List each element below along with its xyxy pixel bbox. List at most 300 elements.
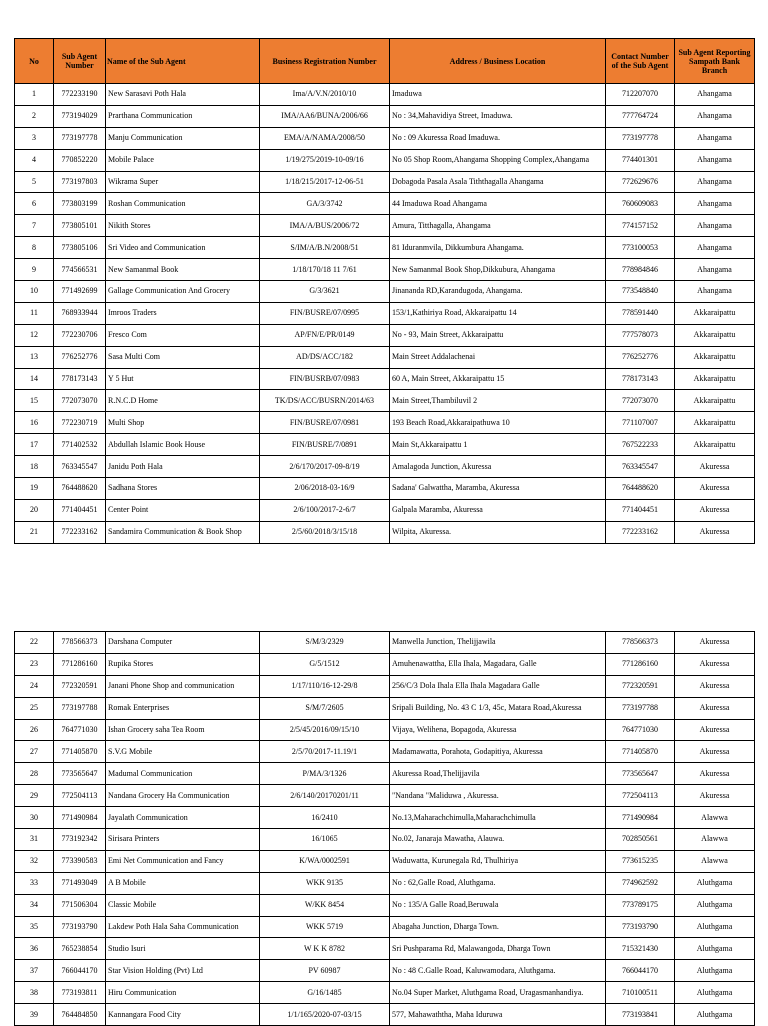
cell-agent-number: 772230706 bbox=[54, 324, 106, 346]
cell-agent-number: 771506304 bbox=[54, 894, 106, 916]
cell-address: 153/1,Kathiriya Road, Akkaraipattu 14 bbox=[390, 302, 606, 324]
cell-business-registration-number: P/MA/3/1326 bbox=[260, 763, 390, 785]
cell-agent-number: 778566373 bbox=[54, 632, 106, 654]
cell-contact-number: 766044170 bbox=[606, 960, 675, 982]
cell-agent-number: 773565647 bbox=[54, 763, 106, 785]
cell-contact-number: 771404451 bbox=[606, 499, 675, 521]
cell-reporting-branch: Ahangama bbox=[675, 84, 755, 106]
cell-no: 14 bbox=[15, 368, 54, 390]
table-row bbox=[15, 521, 755, 543]
cell-address: No.13,Maharachchimulla,Maharachchimulla bbox=[390, 807, 606, 829]
table-row bbox=[15, 719, 755, 741]
cell-no: 21 bbox=[15, 521, 54, 543]
header-contact-number: Contact Number of the Sub Agent bbox=[606, 39, 675, 84]
cell-address: No : 09 Akuressa Road Imaduwa. bbox=[390, 127, 606, 149]
table-row bbox=[15, 434, 755, 456]
table-row bbox=[15, 1004, 755, 1026]
cell-agent-number: 772073070 bbox=[54, 390, 106, 412]
cell-reporting-branch: Ahangama bbox=[675, 259, 755, 281]
cell-reporting-branch: Akkaraipattu bbox=[675, 302, 755, 324]
cell-address: No : 34,Mahavidiya Street, Imaduwa. bbox=[390, 105, 606, 127]
cell-agent-name: Janidu Poth Hala bbox=[106, 456, 260, 478]
cell-agent-name: A B Mobile bbox=[106, 872, 260, 894]
cell-contact-number: 778566373 bbox=[606, 632, 675, 654]
cell-business-registration-number: S/IM/A/B.N/2008/51 bbox=[260, 237, 390, 259]
cell-reporting-branch: Ahangama bbox=[675, 237, 755, 259]
cell-agent-number: 776252776 bbox=[54, 346, 106, 368]
cell-reporting-branch: Akkaraipattu bbox=[675, 368, 755, 390]
cell-contact-number: 767522233 bbox=[606, 434, 675, 456]
cell-agent-number: 771492699 bbox=[54, 281, 106, 303]
cell-address: Amuhenawattha, Ella Ihala, Magadara, Galle bbox=[390, 653, 606, 675]
cell-agent-number: 773197778 bbox=[54, 127, 106, 149]
cell-address: Main Street Addalachenai bbox=[390, 346, 606, 368]
table-body bbox=[15, 84, 755, 544]
cell-agent-name: Sandamira Communication & Book Shop bbox=[106, 521, 260, 543]
cell-address: 81 Iduranmvila, Dikkumbura Ahangama. bbox=[390, 237, 606, 259]
cell-contact-number: 778591440 bbox=[606, 302, 675, 324]
table-row bbox=[15, 324, 755, 346]
cell-no: 3 bbox=[15, 127, 54, 149]
table-row bbox=[15, 259, 755, 281]
cell-agent-number: 771493049 bbox=[54, 872, 106, 894]
cell-no: 20 bbox=[15, 499, 54, 521]
cell-reporting-branch: Akkaraipattu bbox=[675, 346, 755, 368]
cell-reporting-branch: Ahangama bbox=[675, 281, 755, 303]
cell-agent-number: 771286160 bbox=[54, 653, 106, 675]
cell-agent-number: 772233162 bbox=[54, 521, 106, 543]
cell-agent-name: Rupika Stores bbox=[106, 653, 260, 675]
cell-reporting-branch: Ahangama bbox=[675, 127, 755, 149]
cell-agent-name: Jayalath Communication bbox=[106, 807, 260, 829]
cell-address: Main Street,Thambiluvil 2 bbox=[390, 390, 606, 412]
cell-address: 256/C/3 Dola Ihala Ella Ihala Magadara Galle bbox=[390, 675, 606, 697]
table-row bbox=[15, 632, 755, 654]
cell-contact-number: 773193841 bbox=[606, 1004, 675, 1026]
cell-address: No : 48 C.Galle Road, Kaluwamodara, Aluthgama. bbox=[390, 960, 606, 982]
cell-agent-name: Manju Communication bbox=[106, 127, 260, 149]
cell-reporting-branch: Akuressa bbox=[675, 632, 755, 654]
cell-agent-name: Mobile Palace bbox=[106, 149, 260, 171]
cell-address: Dobagoda Pasala Asala Tiththagalla Ahangama bbox=[390, 171, 606, 193]
cell-contact-number: 773197788 bbox=[606, 697, 675, 719]
cell-contact-number: 773548840 bbox=[606, 281, 675, 303]
cell-address: Vijaya, Welihena, Bopagoda, Akuressa bbox=[390, 719, 606, 741]
table-row bbox=[15, 829, 755, 851]
cell-address: No.04 Super Market, Aluthgama Road, Uragasmanhandiya. bbox=[390, 982, 606, 1004]
cell-no: 19 bbox=[15, 478, 54, 500]
cell-address: No : 62,Galle Road, Aluthgama. bbox=[390, 872, 606, 894]
cell-contact-number: 710100511 bbox=[606, 982, 675, 1004]
sub-agent-table-2 bbox=[14, 631, 755, 1026]
table-row bbox=[15, 149, 755, 171]
cell-contact-number: 760609083 bbox=[606, 193, 675, 215]
cell-no: 5 bbox=[15, 171, 54, 193]
cell-business-registration-number: 1/1/165/2020-07-03/15 bbox=[260, 1004, 390, 1026]
cell-no: 11 bbox=[15, 302, 54, 324]
cell-contact-number: 774962592 bbox=[606, 872, 675, 894]
cell-no: 7 bbox=[15, 215, 54, 237]
cell-agent-number: 765238854 bbox=[54, 938, 106, 960]
table-body bbox=[15, 632, 755, 1026]
cell-agent-name: New Samanmal Book bbox=[106, 259, 260, 281]
cell-agent-number: 778173143 bbox=[54, 368, 106, 390]
cell-business-registration-number: AD/DS/ACC/182 bbox=[260, 346, 390, 368]
cell-agent-number: 771404451 bbox=[54, 499, 106, 521]
cell-no: 37 bbox=[15, 960, 54, 982]
cell-reporting-branch: Ahangama bbox=[675, 193, 755, 215]
cell-contact-number: 763345547 bbox=[606, 456, 675, 478]
table-row bbox=[15, 653, 755, 675]
cell-reporting-branch: Alawwa bbox=[675, 850, 755, 872]
cell-business-registration-number: 16/1065 bbox=[260, 829, 390, 851]
table-row bbox=[15, 894, 755, 916]
cell-no: 13 bbox=[15, 346, 54, 368]
cell-contact-number: 772233162 bbox=[606, 521, 675, 543]
cell-contact-number: 773615235 bbox=[606, 850, 675, 872]
cell-reporting-branch: Akkaraipattu bbox=[675, 390, 755, 412]
cell-contact-number: 772504113 bbox=[606, 785, 675, 807]
cell-address: Imaduwa bbox=[390, 84, 606, 106]
cell-address: No.02, Janaraja Mawatha, Alauwa. bbox=[390, 829, 606, 851]
cell-no: 34 bbox=[15, 894, 54, 916]
cell-no: 36 bbox=[15, 938, 54, 960]
cell-reporting-branch: Akuressa bbox=[675, 719, 755, 741]
table-row bbox=[15, 302, 755, 324]
cell-agent-name: Gallage Communication And Grocery bbox=[106, 281, 260, 303]
cell-business-registration-number: W K K 8782 bbox=[260, 938, 390, 960]
cell-agent-name: Emi Net Communication and Fancy bbox=[106, 850, 260, 872]
cell-address: Sadana' Galwattha, Maramba, Akuressa bbox=[390, 478, 606, 500]
cell-contact-number: 764771030 bbox=[606, 719, 675, 741]
cell-agent-name: Imroos Traders bbox=[106, 302, 260, 324]
cell-reporting-branch: Akuressa bbox=[675, 499, 755, 521]
cell-agent-name: Wikrama Super bbox=[106, 171, 260, 193]
cell-business-registration-number: WKK 5719 bbox=[260, 916, 390, 938]
cell-agent-name: Hiru Communication bbox=[106, 982, 260, 1004]
cell-business-registration-number: G/3/3621 bbox=[260, 281, 390, 303]
cell-contact-number: 778173143 bbox=[606, 368, 675, 390]
cell-agent-name: Center Point bbox=[106, 499, 260, 521]
cell-agent-name: Sasa Multi Com bbox=[106, 346, 260, 368]
header-row bbox=[15, 39, 755, 84]
cell-contact-number: 764488620 bbox=[606, 478, 675, 500]
cell-no: 1 bbox=[15, 84, 54, 106]
cell-address: 44 Imaduwa Road Ahangama bbox=[390, 193, 606, 215]
cell-business-registration-number: S/M/7/2605 bbox=[260, 697, 390, 719]
cell-contact-number: 715321430 bbox=[606, 938, 675, 960]
cell-agent-number: 763345547 bbox=[54, 456, 106, 478]
cell-agent-number: 772320591 bbox=[54, 675, 106, 697]
table-row bbox=[15, 412, 755, 434]
table-row bbox=[15, 281, 755, 303]
cell-reporting-branch: Akuressa bbox=[675, 653, 755, 675]
cell-business-registration-number: G/5/1512 bbox=[260, 653, 390, 675]
table-row bbox=[15, 171, 755, 193]
header-address: Address / Business Location bbox=[390, 39, 606, 84]
cell-address: Sripali Building, No. 43 C 1/3, 45c, Matara Road,Akuressa bbox=[390, 697, 606, 719]
cell-business-registration-number: EMA/A/NAMA/2008/50 bbox=[260, 127, 390, 149]
cell-business-registration-number: FIN/BUSRE/7/0891 bbox=[260, 434, 390, 456]
cell-agent-name: Nikith Stores bbox=[106, 215, 260, 237]
cell-agent-number: 773194029 bbox=[54, 105, 106, 127]
cell-reporting-branch: Alawwa bbox=[675, 829, 755, 851]
table-row bbox=[15, 960, 755, 982]
cell-reporting-branch: Aluthgama bbox=[675, 872, 755, 894]
cell-agent-number: 764484850 bbox=[54, 1004, 106, 1026]
table-row bbox=[15, 916, 755, 938]
cell-agent-name: Nandana Grocery Ha Communication bbox=[106, 785, 260, 807]
table-row bbox=[15, 346, 755, 368]
cell-business-registration-number: 1/19/275/2019-10-09/16 bbox=[260, 149, 390, 171]
cell-agent-name: Fresco Com bbox=[106, 324, 260, 346]
cell-reporting-branch: Akkaraipattu bbox=[675, 324, 755, 346]
table-row bbox=[15, 105, 755, 127]
cell-no: 2 bbox=[15, 105, 54, 127]
cell-agent-number: 768933944 bbox=[54, 302, 106, 324]
cell-agent-name: Studio Isuri bbox=[106, 938, 260, 960]
cell-agent-name: Madumal Communication bbox=[106, 763, 260, 785]
table-row bbox=[15, 193, 755, 215]
cell-reporting-branch: Akuressa bbox=[675, 785, 755, 807]
cell-business-registration-number: 2/5/45/2016/09/15/10 bbox=[260, 719, 390, 741]
cell-reporting-branch: Aluthgama bbox=[675, 938, 755, 960]
cell-agent-name: Star Vision Holding (Pvt) Ltd bbox=[106, 960, 260, 982]
cell-contact-number: 771405870 bbox=[606, 741, 675, 763]
cell-no: 35 bbox=[15, 916, 54, 938]
cell-contact-number: 773197778 bbox=[606, 127, 675, 149]
header-reporting-branch: Sub Agent Reporting Sampath Bank Branch bbox=[675, 39, 755, 84]
cell-address: Akuressa Road,Thelijjavila bbox=[390, 763, 606, 785]
cell-business-registration-number: 2/06/2018-03-16/9 bbox=[260, 478, 390, 500]
cell-no: 39 bbox=[15, 1004, 54, 1026]
cell-agent-number: 772504113 bbox=[54, 785, 106, 807]
cell-no: 28 bbox=[15, 763, 54, 785]
cell-business-registration-number: TK/DS/ACC/BUSRN/2014/63 bbox=[260, 390, 390, 412]
cell-business-registration-number: FIN/BUSRE/07/0981 bbox=[260, 412, 390, 434]
cell-business-registration-number: 1/17/110/16-12-29/8 bbox=[260, 675, 390, 697]
cell-agent-name: Romak Enterprises bbox=[106, 697, 260, 719]
cell-contact-number: 773789175 bbox=[606, 894, 675, 916]
cell-no: 18 bbox=[15, 456, 54, 478]
table-row bbox=[15, 499, 755, 521]
cell-no: 38 bbox=[15, 982, 54, 1004]
table-row bbox=[15, 785, 755, 807]
cell-business-registration-number: IMA/AA6/BUNA/2006/66 bbox=[260, 105, 390, 127]
cell-address: Abagaha Junction, Dharga Town. bbox=[390, 916, 606, 938]
cell-agent-number: 773197788 bbox=[54, 697, 106, 719]
table-row bbox=[15, 741, 755, 763]
cell-reporting-branch: Ahangama bbox=[675, 171, 755, 193]
cell-business-registration-number: 1/18/170/18 11 7/61 bbox=[260, 259, 390, 281]
cell-business-registration-number: G/16/1485 bbox=[260, 982, 390, 1004]
table-row bbox=[15, 938, 755, 960]
cell-address: Sri Pushparama Rd, Malawangoda, Dharga Town bbox=[390, 938, 606, 960]
cell-agent-name: S.V.G Mobile bbox=[106, 741, 260, 763]
cell-agent-name: Janani Phone Shop and communication bbox=[106, 675, 260, 697]
cell-address: Waduwatta, Kurunegala Rd, Thulhiriya bbox=[390, 850, 606, 872]
cell-agent-name: Sadhana Stores bbox=[106, 478, 260, 500]
table-row bbox=[15, 697, 755, 719]
cell-agent-number: 770852220 bbox=[54, 149, 106, 171]
cell-business-registration-number: GA/3/3742 bbox=[260, 193, 390, 215]
cell-no: 9 bbox=[15, 259, 54, 281]
cell-contact-number: 774401301 bbox=[606, 149, 675, 171]
cell-agent-number: 773805101 bbox=[54, 215, 106, 237]
cell-address: No - 93, Main Street, Akkaraipattu bbox=[390, 324, 606, 346]
cell-address: Galpala Maramba, Akuressa bbox=[390, 499, 606, 521]
cell-no: 6 bbox=[15, 193, 54, 215]
cell-no: 12 bbox=[15, 324, 54, 346]
cell-no: 10 bbox=[15, 281, 54, 303]
cell-business-registration-number: S/M/3/2329 bbox=[260, 632, 390, 654]
cell-agent-name: Roshan Communication bbox=[106, 193, 260, 215]
table-row bbox=[15, 850, 755, 872]
cell-business-registration-number: PV 60987 bbox=[260, 960, 390, 982]
cell-no: 32 bbox=[15, 850, 54, 872]
cell-reporting-branch: Ahangama bbox=[675, 105, 755, 127]
cell-agent-name: Multi Shop bbox=[106, 412, 260, 434]
table-row bbox=[15, 982, 755, 1004]
cell-address: Main St,Akkaraipattu 1 bbox=[390, 434, 606, 456]
cell-agent-number: 773193790 bbox=[54, 916, 106, 938]
table-row bbox=[15, 127, 755, 149]
cell-no: 23 bbox=[15, 653, 54, 675]
cell-contact-number: 777578073 bbox=[606, 324, 675, 346]
cell-business-registration-number: 1/18/215/2017-12-06-51 bbox=[260, 171, 390, 193]
header-agent-name: Name of the Sub Agent bbox=[106, 39, 260, 84]
cell-agent-number: 771490984 bbox=[54, 807, 106, 829]
cell-no: 31 bbox=[15, 829, 54, 851]
table-row bbox=[15, 807, 755, 829]
cell-reporting-branch: Akuressa bbox=[675, 763, 755, 785]
cell-contact-number: 702850561 bbox=[606, 829, 675, 851]
cell-agent-name: Abdullah Islamic Book House bbox=[106, 434, 260, 456]
cell-address: No 05 Shop Room,Ahangama Shopping Complex,Ahangama bbox=[390, 149, 606, 171]
cell-business-registration-number: 2/6/140/20170201/11 bbox=[260, 785, 390, 807]
cell-agent-name: Lakdew Poth Hala Saha Communication bbox=[106, 916, 260, 938]
cell-agent-number: 766044170 bbox=[54, 960, 106, 982]
cell-no: 24 bbox=[15, 675, 54, 697]
cell-agent-name: New Sarasavi Poth Hala bbox=[106, 84, 260, 106]
cell-reporting-branch: Akkaraipattu bbox=[675, 412, 755, 434]
cell-reporting-branch: Akuressa bbox=[675, 521, 755, 543]
cell-reporting-branch: Akuressa bbox=[675, 456, 755, 478]
cell-agent-name: Prarthana Communication bbox=[106, 105, 260, 127]
cell-agent-number: 773803199 bbox=[54, 193, 106, 215]
cell-address: Manwella Junction, Thelijjawila bbox=[390, 632, 606, 654]
cell-no: 30 bbox=[15, 807, 54, 829]
cell-business-registration-number: Ima/A/V.N/2010/10 bbox=[260, 84, 390, 106]
header-business-registration-number: Business Registration Number bbox=[260, 39, 390, 84]
cell-agent-name: Darshana Computer bbox=[106, 632, 260, 654]
cell-business-registration-number: 2/5/60/2018/3/15/18 bbox=[260, 521, 390, 543]
cell-no: 4 bbox=[15, 149, 54, 171]
cell-contact-number: 712207070 bbox=[606, 84, 675, 106]
cell-agent-name: Sirisara Printers bbox=[106, 829, 260, 851]
cell-address: 60 A, Main Street, Akkaraipattu 15 bbox=[390, 368, 606, 390]
cell-no: 25 bbox=[15, 697, 54, 719]
cell-reporting-branch: Akuressa bbox=[675, 741, 755, 763]
cell-address: "Nandana "Maliduwa , Akuressa. bbox=[390, 785, 606, 807]
cell-reporting-branch: Aluthgama bbox=[675, 916, 755, 938]
cell-agent-number: 764771030 bbox=[54, 719, 106, 741]
cell-address: Jinananda RD,Karandugoda, Ahangama. bbox=[390, 281, 606, 303]
cell-contact-number: 771107007 bbox=[606, 412, 675, 434]
cell-contact-number: 772073070 bbox=[606, 390, 675, 412]
cell-reporting-branch: Aluthgama bbox=[675, 960, 755, 982]
cell-reporting-branch: Aluthgama bbox=[675, 982, 755, 1004]
cell-no: 27 bbox=[15, 741, 54, 763]
table-row bbox=[15, 456, 755, 478]
cell-contact-number: 774157152 bbox=[606, 215, 675, 237]
cell-no: 15 bbox=[15, 390, 54, 412]
cell-contact-number: 773193790 bbox=[606, 916, 675, 938]
cell-agent-number: 764488620 bbox=[54, 478, 106, 500]
cell-agent-number: 773390583 bbox=[54, 850, 106, 872]
cell-business-registration-number: 2/5/70/2017-11.19/1 bbox=[260, 741, 390, 763]
cell-reporting-branch: Aluthgama bbox=[675, 894, 755, 916]
table-row bbox=[15, 675, 755, 697]
cell-agent-name: Kannangara Food City bbox=[106, 1004, 260, 1026]
cell-address: No : 135/A Galle Road,Beruwala bbox=[390, 894, 606, 916]
cell-agent-number: 773197803 bbox=[54, 171, 106, 193]
cell-no: 22 bbox=[15, 632, 54, 654]
cell-business-registration-number: AP/FN/E/PR/0149 bbox=[260, 324, 390, 346]
cell-reporting-branch: Alawwa bbox=[675, 807, 755, 829]
cell-contact-number: 773100053 bbox=[606, 237, 675, 259]
table-row bbox=[15, 872, 755, 894]
cell-address: Madamawatta, Porahota, Godapitiya, Akuressa bbox=[390, 741, 606, 763]
cell-agent-name: Y 5 Hut bbox=[106, 368, 260, 390]
cell-agent-number: 773805106 bbox=[54, 237, 106, 259]
cell-business-registration-number: 16/2410 bbox=[260, 807, 390, 829]
cell-business-registration-number: FIN/BUSRE/07/0995 bbox=[260, 302, 390, 324]
table-row bbox=[15, 763, 755, 785]
cell-business-registration-number: IMA/A/BUS/2006/72 bbox=[260, 215, 390, 237]
cell-address: Amalagoda Junction, Akuressa bbox=[390, 456, 606, 478]
cell-agent-number: 772230719 bbox=[54, 412, 106, 434]
cell-agent-name: Classic Mobile bbox=[106, 894, 260, 916]
cell-agent-number: 774566531 bbox=[54, 259, 106, 281]
cell-no: 8 bbox=[15, 237, 54, 259]
table-row bbox=[15, 368, 755, 390]
cell-business-registration-number: 2/6/170/2017-09-8/19 bbox=[260, 456, 390, 478]
cell-reporting-branch: Akuressa bbox=[675, 697, 755, 719]
cell-contact-number: 772320591 bbox=[606, 675, 675, 697]
cell-no: 29 bbox=[15, 785, 54, 807]
cell-contact-number: 773565647 bbox=[606, 763, 675, 785]
cell-reporting-branch: Aluthgama bbox=[675, 1004, 755, 1026]
cell-contact-number: 772629676 bbox=[606, 171, 675, 193]
table-row bbox=[15, 390, 755, 412]
cell-business-registration-number: W/KK 8454 bbox=[260, 894, 390, 916]
cell-address: 577, Mahawaththa, Maha Iduruwa bbox=[390, 1004, 606, 1026]
cell-reporting-branch: Ahangama bbox=[675, 149, 755, 171]
header-no: No bbox=[15, 39, 54, 84]
cell-no: 16 bbox=[15, 412, 54, 434]
cell-business-registration-number: K/WA/0002591 bbox=[260, 850, 390, 872]
cell-address: Wilpita, Akuressa. bbox=[390, 521, 606, 543]
cell-agent-number: 772233190 bbox=[54, 84, 106, 106]
cell-business-registration-number: FIN/BUSRB/07/0983 bbox=[260, 368, 390, 390]
cell-agent-number: 773193811 bbox=[54, 982, 106, 1004]
cell-business-registration-number: 2/6/100/2017-2-6/7 bbox=[260, 499, 390, 521]
cell-no: 26 bbox=[15, 719, 54, 741]
cell-address: Amura, Titthagalla, Ahangama bbox=[390, 215, 606, 237]
cell-contact-number: 771490984 bbox=[606, 807, 675, 829]
cell-reporting-branch: Ahangama bbox=[675, 215, 755, 237]
